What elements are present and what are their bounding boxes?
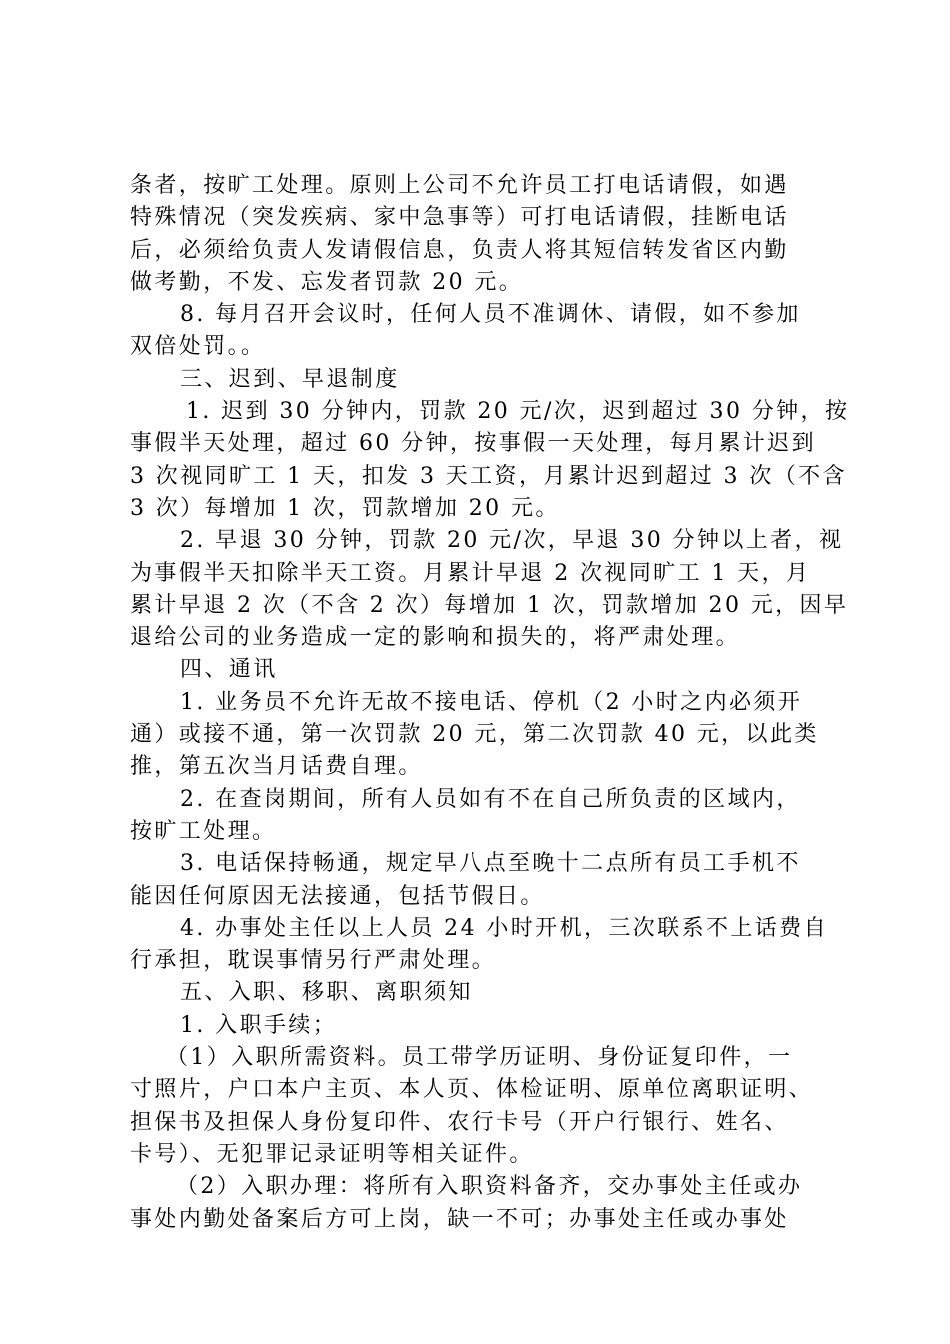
document-body (130, 170, 850, 1236)
list-item-4-4: 4. 办事处主任以上人员 24 小时开机，三次联系不上话费自 (180, 915, 828, 941)
body-line: 事处内勤处备案后方可上岗，缺一不可；办事处主任或办事处 (130, 1206, 789, 1232)
body-line: 双倍处罚。。 (130, 334, 266, 360)
list-item-4-3: 3. 电话保持畅通，规定早八点至晚十二点所有员工手机不 (180, 851, 801, 877)
list-item-3-1: 1. 迟到 30 分钟内，罚款 20 元/次，迟到超过 30 分钟，按 (186, 399, 850, 425)
body-line: 条者，按旷工处理。原则上公司不允许员工打电话请假，如遇 (130, 173, 789, 198)
body-line: 特殊情况（突发疾病、家中急事等）可打电话请假，挂断电话 (130, 205, 789, 231)
section-heading-3: 三、迟到、早退制度 (180, 366, 400, 392)
body-line: 能因任何原因无法接通，包括节假日。 (130, 883, 545, 909)
body-line: 累计早退 2 次（不含 2 次）每增加 1 次，罚款增加 20 元，因早 (130, 592, 849, 618)
body-line: 卡号）、无犯罪记录证明等相关证件。 (130, 1141, 534, 1167)
body-line: 为事假半天扣除半天工资。月累计早退 2 次视同旷工 1 天，月 (130, 560, 811, 586)
body-line: 事假半天处理，超过 60 分钟，按事假一天处理，每月累计迟到 (130, 431, 816, 457)
body-line: 推，第五次当月话费自理。 (130, 754, 423, 780)
sub-item-5-1-1: （1）入职所需资料。员工带学历证明、身份证复印件，一 (166, 1045, 793, 1071)
body-line: 通）或接不通，第一次罚款 20 元，第二次罚款 40 元，以此类 (130, 722, 819, 748)
body-line: 担保书及担保人身份复印件、农行卡号（开户行银行、姓名、 (130, 1109, 789, 1135)
body-line: 寸照片，户口本户主页、本人页、体检证明、原单位离职证明、 (130, 1077, 814, 1103)
list-item-4-2: 2. 在查岗期间，所有人员如有不在自己所负责的区域内， (180, 786, 801, 812)
list-item-5-1: 1. 入职手续； (180, 1012, 338, 1038)
body-line: 按旷工处理。 (130, 818, 277, 844)
section-heading-4: 四、通讯 (180, 657, 278, 683)
body-line: 3 次）每增加 1 次，罚款增加 20 元。 (130, 495, 560, 521)
body-line: 3 次视同旷工 1 天，扣发 3 天工资，月累计迟到超过 3 次（不含 (130, 463, 847, 489)
body-line: 做考勤，不发、忘发者罚款 20 元。 (130, 269, 524, 295)
body-line: 后，必须给负责人发请假信息，负责人将其短信转发省区内勤 (130, 237, 789, 263)
section-heading-5: 五、入职、移职、离职须知 (180, 980, 473, 1006)
body-line: 行承担，耽误事情另行严肃处理。 (130, 948, 497, 974)
list-item-8: 8. 每月召开会议时，任何人员不准调休、请假，如不参加 (180, 302, 801, 328)
list-item-3-2: 2. 早退 30 分钟，罚款 20 元/次，早退 30 分钟以上者，视 (180, 528, 844, 554)
body-line: 退给公司的业务造成一定的影响和损失的，将严肃处理。 (130, 625, 741, 651)
list-item-4-1: 1. 业务员不允许无故不接电话、停机（2 小时之内必须开 (180, 689, 803, 715)
sub-item-5-1-2: （2）入职办理：将所有入职资料备齐，交办事处主任或办 (176, 1174, 803, 1200)
